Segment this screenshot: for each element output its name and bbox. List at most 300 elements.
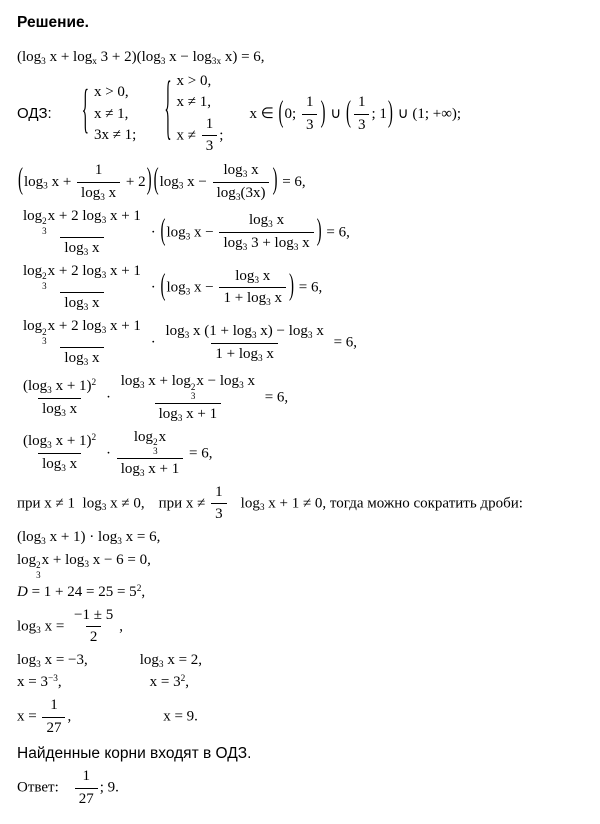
math-text: 0;: [284, 105, 300, 122]
numerator: [79, 767, 95, 788]
math-text: x + 1): [51, 433, 92, 450]
math-text: x: [247, 161, 259, 178]
math-text: (log: [23, 378, 48, 395]
system-rows: [94, 82, 136, 147]
math-text: log: [17, 618, 37, 635]
math-text: log: [223, 235, 243, 252]
numerator: [19, 262, 145, 292]
math-text: log: [64, 350, 84, 367]
subscript: 3: [47, 385, 52, 396]
math-text: x: [272, 212, 285, 229]
math-text: ,: [67, 708, 72, 725]
numerator: [220, 161, 263, 182]
big-paren: (: [345, 96, 351, 130]
math-text: x (1 + log: [189, 322, 252, 339]
math-text: при x ≠ 1 log: [17, 495, 102, 512]
math-text: x ≠: [176, 127, 200, 144]
numerator: [130, 428, 170, 458]
math-text: при x ≠: [158, 495, 210, 512]
fraction: [202, 115, 218, 157]
math-text: log: [216, 184, 236, 201]
math-text: x = 9.: [163, 708, 198, 725]
numerator: [354, 93, 370, 114]
math-text: log: [23, 207, 43, 224]
conclusion: [17, 744, 594, 764]
math-text: 1: [94, 162, 103, 179]
superscript: 2: [42, 216, 47, 227]
big-paren: ): [387, 96, 393, 130]
math-text: log: [42, 456, 62, 473]
math-text: x + 1) · log: [45, 528, 118, 545]
roots-value: [17, 696, 594, 738]
cancellation-note: [17, 483, 594, 525]
fraction: [19, 317, 145, 369]
math-text: 3 + log: [247, 235, 294, 252]
math-text: ·: [102, 445, 115, 462]
superscript: 2: [136, 583, 142, 594]
equation-10: [17, 606, 594, 648]
subscript: 3: [251, 330, 257, 341]
superscript: 2: [180, 674, 186, 685]
subscript: 3: [242, 169, 248, 180]
numerator: [19, 377, 100, 398]
math-text: = 6,: [329, 334, 358, 351]
math-text: x: [259, 267, 271, 284]
math-text: x + 1 ≠ 0, тогда можно сократить дроби:: [264, 495, 523, 512]
math-text: ; 9.: [99, 779, 119, 796]
subscript: 3: [83, 247, 89, 258]
math-text: x =: [17, 708, 41, 725]
denominator: [42, 717, 65, 739]
stacked-scripts: [191, 383, 196, 402]
numerator: [211, 483, 227, 504]
big-paren: ): [146, 164, 152, 198]
fraction: [77, 161, 120, 203]
math-variable: D: [17, 584, 28, 601]
math-text: x + 1: [106, 262, 141, 279]
superscript: −3: [47, 674, 58, 685]
fraction: [70, 606, 117, 648]
subscript: 3: [47, 441, 52, 452]
roots-power: [17, 673, 594, 693]
math-text: x ≠ 0,: [106, 495, 145, 512]
math-text: x = −3,: [40, 651, 88, 668]
math-text: x = 2,: [163, 651, 203, 668]
math-text: x: [262, 345, 274, 362]
numerator: [46, 696, 62, 717]
subscript: 3: [139, 468, 145, 479]
domain-line: [17, 71, 594, 158]
math-text: x) = 6,: [221, 49, 265, 65]
math-text: 27: [46, 719, 62, 736]
math-text: 1: [82, 768, 91, 785]
math-text: 1: [357, 94, 366, 111]
numerator: [117, 372, 259, 402]
big-paren: (: [160, 269, 166, 303]
math-text: x ≠ 1,: [176, 94, 212, 111]
math-text: ;: [219, 127, 224, 144]
subscript: 3: [259, 502, 265, 513]
numerator: [161, 322, 327, 343]
subscript: 3: [83, 302, 89, 313]
fraction: [19, 262, 145, 314]
math-text: log: [120, 373, 140, 390]
subscript: 3: [177, 413, 183, 424]
equation-8: [17, 528, 594, 548]
math-text: x + 1): [51, 378, 92, 395]
superscript: 2: [190, 381, 196, 392]
math-text: x ∈: [249, 105, 278, 122]
math-text: x: [270, 290, 283, 307]
denominator: [213, 182, 270, 204]
denominator: [211, 343, 278, 365]
math-text: 1: [50, 697, 58, 714]
denominator: [60, 237, 103, 259]
subscript: 3: [61, 408, 66, 419]
system-row: [177, 93, 224, 113]
math-text: ·: [102, 389, 115, 406]
numerator: [19, 432, 100, 453]
subscript: 3: [268, 220, 273, 231]
math-text: = 6,: [295, 279, 323, 296]
equation-3: [17, 207, 594, 259]
math-text: log: [166, 279, 186, 296]
denominator: [219, 232, 313, 254]
subscript: 3: [117, 536, 122, 547]
subscript: 3: [36, 625, 41, 636]
math-text: 3: [305, 116, 314, 133]
system-row: [94, 83, 136, 103]
equation-6: [17, 372, 594, 424]
subscript: 3: [83, 358, 89, 369]
math-text: log: [23, 262, 43, 279]
math-text: x − log: [196, 373, 240, 390]
math-text: Найденные корни входят в ОДЗ.: [17, 745, 252, 763]
math-text: log: [64, 295, 84, 312]
math-text: x = 3: [149, 674, 181, 691]
math-text: x: [158, 428, 167, 445]
math-text: x ≠ 1,: [93, 105, 129, 122]
math-text: + 2: [122, 173, 146, 190]
subscript: 3: [42, 225, 47, 236]
math-text: x + 1: [106, 207, 141, 224]
math-text: 3: [357, 116, 366, 133]
fraction: [19, 207, 145, 259]
fraction: [117, 428, 184, 480]
math-text: 1: [305, 94, 314, 111]
math-text: 1: [205, 115, 214, 132]
denominator: [219, 287, 286, 309]
equation-original: [17, 48, 594, 68]
subscript: 3: [307, 330, 313, 341]
math-text: x − log: [165, 49, 212, 65]
math-text: ·: [146, 334, 160, 351]
subscript: 3: [185, 231, 191, 242]
math-text: (3x): [240, 184, 266, 201]
subscript: 3: [185, 287, 191, 298]
denominator: [86, 626, 102, 648]
subscript: 3: [36, 659, 41, 670]
math-text: x −: [190, 279, 218, 296]
numerator: [91, 161, 107, 182]
equation-4: [17, 262, 594, 314]
math-text: log: [24, 173, 44, 190]
system-row: [177, 115, 224, 157]
math-text: = 6,: [185, 445, 213, 462]
subscript: 3: [41, 56, 46, 67]
stacked-scripts: [36, 561, 41, 580]
subscript: 3: [101, 502, 107, 513]
subscript: 3: [160, 56, 166, 67]
denominator: [211, 503, 227, 525]
subscript: 3: [41, 536, 46, 547]
subscript: 3: [242, 242, 248, 253]
math-text: log: [81, 184, 101, 201]
subscript: 3: [101, 215, 107, 226]
answer: [17, 767, 594, 809]
equation-2: [17, 161, 594, 204]
denominator: [77, 182, 120, 204]
system-of-conditions: [164, 71, 223, 158]
math-text: ,: [119, 618, 123, 635]
denominator: [60, 292, 103, 314]
subscript: 3: [258, 353, 263, 364]
math-text: 3x ≠ 1;: [93, 127, 137, 144]
big-paren: (: [153, 164, 159, 198]
discriminant: [17, 583, 594, 603]
subscript: 3: [139, 381, 145, 392]
fraction: [213, 161, 270, 204]
math-text: log: [139, 651, 159, 668]
numerator: [19, 317, 145, 347]
subscript: 3: [101, 270, 107, 281]
math-text: 1 + log: [215, 345, 258, 362]
math-text: x = 6,: [121, 528, 161, 545]
math-text: x − 6 = 0,: [88, 551, 151, 568]
math-text: x: [88, 350, 100, 367]
math-text: log: [64, 239, 84, 256]
subscript: 3: [42, 335, 47, 346]
math-text: x: [88, 295, 100, 312]
solution-lines: [17, 48, 594, 809]
math-text: ОДЗ:: [17, 104, 52, 122]
math-text: 3: [205, 138, 214, 155]
math-text: log: [249, 212, 269, 229]
numerator: [302, 93, 318, 114]
superscript: 2: [153, 437, 158, 448]
math-text: ,: [141, 584, 146, 601]
big-paren: (: [18, 164, 23, 198]
math-text: 3: [215, 506, 223, 523]
numerator: [231, 267, 274, 288]
math-text: x + 2 log: [47, 262, 102, 279]
stacked-scripts: [42, 272, 47, 291]
denominator: [38, 453, 81, 475]
math-text: log: [17, 651, 37, 668]
math-text: x + 2 log: [47, 318, 102, 335]
math-text: ∪ (1; +∞);: [393, 105, 462, 122]
denominator: [155, 403, 222, 425]
system-of-conditions: [82, 82, 137, 147]
subscript: 3: [235, 192, 241, 203]
big-paren: ): [316, 214, 322, 248]
math-text: x) − log: [256, 322, 308, 339]
math-text: = 6,: [322, 224, 350, 241]
math-text: (log: [17, 49, 42, 65]
math-text: = 6,: [278, 173, 306, 190]
superscript: 2: [42, 326, 47, 337]
math-text: log: [166, 224, 186, 241]
subscript: 3x: [211, 56, 222, 67]
math-text: ,: [57, 674, 62, 691]
math-text: x: [65, 400, 78, 417]
subscript: 3: [266, 298, 271, 309]
numerator: [19, 207, 145, 237]
fraction: [211, 483, 227, 525]
subscript: 3: [42, 280, 47, 291]
numerator: [70, 606, 117, 627]
math-text: ∪: [326, 105, 345, 122]
equation-5: [17, 317, 594, 369]
system-brace: {: [81, 82, 89, 141]
math-text: log: [223, 161, 243, 178]
math-text: ,: [185, 674, 189, 691]
math-text: x =: [40, 618, 69, 635]
subscript: 3: [101, 325, 107, 336]
math-text: Ответ:: [17, 779, 59, 796]
math-text: log: [165, 322, 185, 339]
math-text: log: [159, 173, 179, 190]
fraction: [19, 377, 100, 420]
math-text: log: [235, 267, 255, 284]
math-text: x + log: [144, 373, 191, 390]
subscript: 3: [61, 463, 66, 474]
system-rows: [177, 71, 224, 158]
numerator: [245, 211, 288, 232]
subscript: 3: [84, 559, 89, 570]
fraction: [354, 93, 370, 135]
math-text: 27: [78, 790, 94, 807]
denominator: [202, 135, 218, 157]
math-text: ·: [146, 279, 160, 296]
math-text: log: [42, 400, 62, 417]
subscript: 3: [36, 569, 41, 580]
math-text: log: [17, 551, 37, 568]
big-paren: ): [272, 164, 278, 198]
math-text: (log: [17, 528, 42, 545]
big-paren: (: [278, 96, 284, 130]
math-text: x: [312, 322, 324, 339]
math-text: x + 2 log: [47, 207, 102, 224]
big-paren: ): [320, 96, 326, 130]
stacked-scripts: [42, 328, 47, 347]
math-text: (log: [23, 433, 48, 450]
math-text: log: [158, 405, 178, 422]
math-text: x: [243, 373, 255, 390]
math-text: x: [65, 456, 78, 473]
math-text: x > 0,: [93, 84, 129, 101]
system-row: [177, 72, 224, 92]
big-paren: (: [160, 214, 166, 248]
denominator: [117, 458, 184, 480]
subscript: 3: [184, 330, 190, 341]
math-text: log: [133, 428, 154, 445]
fraction: [219, 267, 286, 310]
superscript: 2: [91, 377, 97, 388]
big-paren: ): [289, 269, 295, 303]
subscript: 3: [158, 659, 164, 670]
math-text: 2: [89, 629, 98, 646]
math-text: 3 + 2)(log: [96, 49, 161, 65]
subscript: 3: [43, 181, 48, 192]
superscript: 2: [42, 271, 47, 282]
subscript: 3: [178, 181, 184, 192]
math-text: log: [120, 460, 140, 477]
math-text: x + log: [45, 49, 93, 65]
math-text: x + 1: [144, 460, 180, 477]
numerator: [202, 115, 218, 136]
equation-7: [17, 428, 594, 480]
math-text: x −: [183, 173, 211, 190]
fraction: [75, 767, 98, 809]
math-text: x +: [47, 173, 76, 190]
math-text: log: [240, 495, 260, 512]
math-text: 1: [215, 483, 223, 500]
math-text: ; 1: [371, 105, 387, 122]
stacked-scripts: [42, 217, 47, 236]
denominator: [75, 788, 98, 810]
denominator: [302, 114, 318, 136]
system-brace: {: [164, 72, 172, 150]
math-text: x −: [190, 224, 218, 241]
math-text: = 1 + 24 = 25 = 5: [27, 584, 137, 601]
fraction: [219, 211, 313, 254]
math-text: −1 ± 5: [74, 606, 114, 623]
denominator: [60, 347, 103, 369]
math-text: x: [298, 235, 310, 252]
subscript: 3: [239, 381, 244, 392]
subscript: 3: [293, 242, 299, 253]
system-row: [94, 126, 136, 146]
fraction: [302, 93, 318, 135]
math-text: x > 0,: [176, 72, 212, 89]
subscript: 3: [100, 192, 105, 203]
superscript: 2: [36, 560, 41, 571]
system-row: [94, 105, 136, 125]
math-text: x: [88, 239, 100, 256]
subscript: 3: [190, 391, 196, 402]
math-text: = 6,: [260, 389, 289, 406]
fraction: [161, 322, 327, 365]
math-text: x + 1: [106, 318, 141, 335]
math-text: x = 3: [17, 674, 48, 691]
subscript: 3: [254, 275, 260, 286]
solution-heading: Решение.: [17, 14, 89, 31]
fraction: [19, 432, 100, 475]
math-text: log: [23, 318, 43, 335]
math-text: x: [104, 184, 117, 201]
denominator: [354, 114, 370, 136]
subscript: x: [92, 56, 97, 67]
fraction: [117, 372, 259, 424]
math-text: x + log: [41, 551, 85, 568]
math-text: x + 1: [182, 405, 218, 422]
math-text: 1 + log: [223, 290, 267, 307]
denominator: [38, 398, 81, 420]
stacked-scripts: [153, 438, 158, 457]
roots-log: [17, 651, 594, 671]
subscript: 3: [153, 446, 158, 457]
